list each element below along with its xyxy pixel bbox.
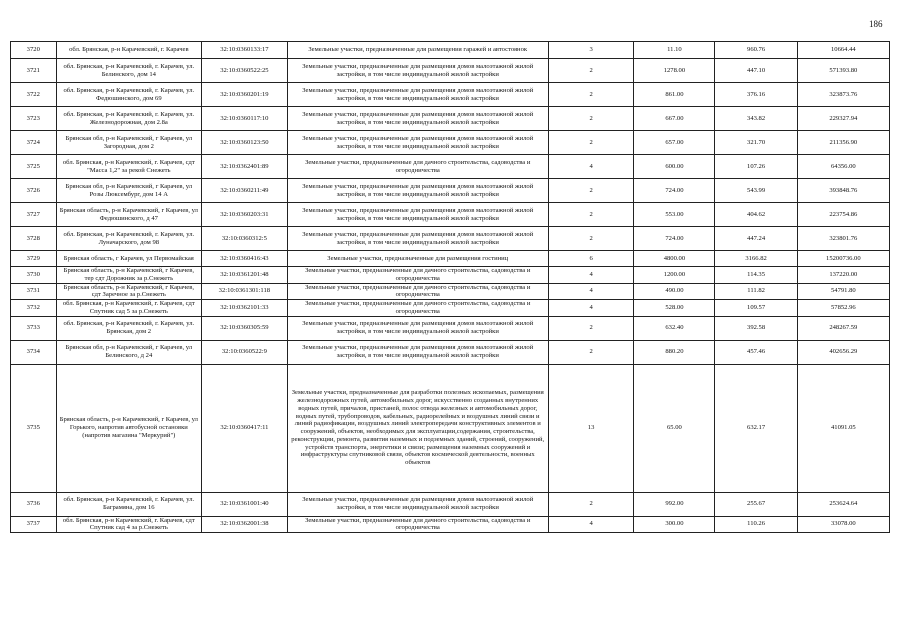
use-group-cell: 4 xyxy=(548,283,634,300)
specific-value-cell: 110.26 xyxy=(715,516,797,533)
table-row xyxy=(11,83,890,107)
address-cell: обл. Брянская, р-н Карачевский, г. Карачев, ул. Федюшинского, дом 69 xyxy=(56,83,202,107)
permitted-use-cell: Земельные участки, предназначенные для размещения домов малоэтажной жилой застройки, в том числе индивидуальной жилой застройки xyxy=(287,131,548,155)
table-row xyxy=(11,59,890,83)
specific-value-cell: 447.24 xyxy=(715,227,797,251)
cadastral-value-cell: 211356.90 xyxy=(797,131,889,155)
cadastral-number-cell: 32:10:0361301:118 xyxy=(202,283,288,300)
specific-value-cell: 447.10 xyxy=(715,59,797,83)
specific-value-cell: 107.26 xyxy=(715,155,797,179)
cadastral-number-cell: 32:10:0362401:89 xyxy=(202,155,288,179)
table-row xyxy=(11,283,890,300)
row-number: 3730 xyxy=(11,267,57,284)
use-group-cell: 4 xyxy=(548,516,634,533)
area-cell: 11.10 xyxy=(634,42,715,59)
use-group-cell: 2 xyxy=(548,107,634,131)
cadastral-value-cell: 393848.76 xyxy=(797,179,889,203)
row-number: 3727 xyxy=(11,203,57,227)
permitted-use-cell: Земельные участки, предназначенные для размещения гостиниц xyxy=(287,251,548,267)
use-group-cell: 4 xyxy=(548,267,634,284)
address-cell: обл. Брянская, р-н Карачевский, г. Карачев, ул. Железнодорожная, дом 2.8а xyxy=(56,107,202,131)
use-group-cell: 2 xyxy=(548,227,634,251)
table-row xyxy=(11,131,890,155)
row-number: 3725 xyxy=(11,155,57,179)
table-row xyxy=(11,42,890,59)
cadastral-number-cell: 32:10:0360312:5 xyxy=(202,227,288,251)
area-cell: 490.00 xyxy=(634,283,715,300)
area-cell: 300.00 xyxy=(634,516,715,533)
permitted-use-cell: Земельные участки, предназначенные для дачного строительства, садоводства и огородничества xyxy=(287,267,548,284)
cadastral-number-cell: 32:10:0360203:31 xyxy=(202,203,288,227)
cadastral-value-cell: 248267.59 xyxy=(797,316,889,340)
permitted-use-cell: Земельные участки, предназначенные для размещения домов малоэтажной жилой застройки, в том числе индивидуальной жилой застройки xyxy=(287,179,548,203)
area-cell: 861.00 xyxy=(634,83,715,107)
specific-value-cell: 109.57 xyxy=(715,300,797,317)
area-cell: 667.00 xyxy=(634,107,715,131)
specific-value-cell: 3166.82 xyxy=(715,251,797,267)
cadastral-number-cell: 32:10:0362101:33 xyxy=(202,300,288,317)
cadastral-number-cell: 32:10:0360201:19 xyxy=(202,83,288,107)
cadastral-number-cell: 32:10:0360211:49 xyxy=(202,179,288,203)
area-cell: 1278.00 xyxy=(634,59,715,83)
address-cell: Брянская обл, р-н Карачевский, г Карачев, ул Розы Люксембург, дом 14 А xyxy=(56,179,202,203)
cadastral-number-cell: 32:10:0360522:25 xyxy=(202,59,288,83)
use-group-cell: 2 xyxy=(548,340,634,364)
use-group-cell: 2 xyxy=(548,83,634,107)
cadastral-value-cell: 33078.00 xyxy=(797,516,889,533)
area-cell: 724.00 xyxy=(634,179,715,203)
use-group-cell: 13 xyxy=(548,364,634,492)
table-row xyxy=(11,107,890,131)
permitted-use-cell: Земельные участки, предназначенные для размещения домов малоэтажной жилой застройки, в том числе индивидуальной жилой застройки xyxy=(287,340,548,364)
specific-value-cell: 392.58 xyxy=(715,316,797,340)
address-cell: обл. Брянская, р-н Карачевский, г. Карачев, сдт "Масса 1,2" за рекой Снежеть xyxy=(56,155,202,179)
cadastral-number-cell: 32:10:0360305:59 xyxy=(202,316,288,340)
table-row xyxy=(11,251,890,267)
cadastral-number-cell: 32:10:0360133:17 xyxy=(202,42,288,59)
specific-value-cell: 404.62 xyxy=(715,203,797,227)
address-cell: Брянская область, г Карачев, ул Первомайская xyxy=(56,251,202,267)
cadastral-value-cell: 253624.64 xyxy=(797,492,889,516)
table-row xyxy=(11,316,890,340)
address-cell: Брянская область, р-н Карачевский, г Карачев, сдт Заречное за р.Снежеть xyxy=(56,283,202,300)
cadastral-value-cell: 323801.76 xyxy=(797,227,889,251)
row-number: 3726 xyxy=(11,179,57,203)
area-cell: 724.00 xyxy=(634,227,715,251)
specific-value-cell: 111.82 xyxy=(715,283,797,300)
address-cell: обл. Брянская, р-н Карачевский, г. Карачев, сдт Спутник сад 4 за р.Снежеть xyxy=(56,516,202,533)
table-row xyxy=(11,492,890,516)
permitted-use-cell: Земельные участки, предназначенные для размещения гаражей и автостоянок xyxy=(287,42,548,59)
cadastral-value-cell: 323873.76 xyxy=(797,83,889,107)
use-group-cell: 6 xyxy=(548,251,634,267)
address-cell: Брянская область, р-н Карачевский, г Карачев, ул Горького, напротив автобусной остановки (напротив магазина "Меркурий") xyxy=(56,364,202,492)
row-number: 3721 xyxy=(11,59,57,83)
area-cell: 4800.00 xyxy=(634,251,715,267)
cadastral-value-cell: 15200736.00 xyxy=(797,251,889,267)
cadastral-value-cell: 64356.00 xyxy=(797,155,889,179)
row-number: 3733 xyxy=(11,316,57,340)
permitted-use-cell: Земельные участки, предназначенные для размещения домов малоэтажной жилой застройки, в том числе индивидуальной жилой застройки xyxy=(287,203,548,227)
address-cell: Брянская обл, р-н Карачевский, г Карачев, ул Загородная, дом 2 xyxy=(56,131,202,155)
row-number: 3724 xyxy=(11,131,57,155)
address-cell: обл. Брянская, р-н Карачевский, г. Карачев, сдт Спутник сад 5 за р.Снежеть xyxy=(56,300,202,317)
permitted-use-cell: Земельные участки, предназначенные для размещения домов малоэтажной жилой застройки, в том числе индивидуальной жилой застройки xyxy=(287,83,548,107)
table-row xyxy=(11,179,890,203)
table-row xyxy=(11,364,890,492)
cadastral-number-cell: 32:10:0360117:10 xyxy=(202,107,288,131)
area-cell: 632.40 xyxy=(634,316,715,340)
use-group-cell: 2 xyxy=(548,131,634,155)
area-cell: 880.20 xyxy=(634,340,715,364)
area-cell: 992.00 xyxy=(634,492,715,516)
row-number: 3720 xyxy=(11,42,57,59)
permitted-use-cell: Земельные участки, предназначенные для размещения домов малоэтажной жилой застройки, в том числе индивидуальной жилой застройки xyxy=(287,107,548,131)
row-number: 3728 xyxy=(11,227,57,251)
row-number: 3736 xyxy=(11,492,57,516)
permitted-use-cell: Земельные участки, предназначенные для размещения домов малоэтажной жилой застройки, в том числе индивидуальной жилой застройки xyxy=(287,59,548,83)
specific-value-cell: 457.46 xyxy=(715,340,797,364)
specific-value-cell: 114.35 xyxy=(715,267,797,284)
area-cell: 600.00 xyxy=(634,155,715,179)
use-group-cell: 4 xyxy=(548,155,634,179)
row-number: 3732 xyxy=(11,300,57,317)
area-cell: 553.00 xyxy=(634,203,715,227)
permitted-use-cell: Земельные участки, предназначенные для дачного строительства, садоводства и огородничества xyxy=(287,283,548,300)
permitted-use-cell: Земельные участки, предназначенные для разработки полезных ископаемых, размещения железнодорожных путей, автомобильных дорог, искусственно созданных внутренних водных путей, причалов, пристаней, полос отвода железных и автомобильных дорог, водных путей, трубопроводов, кабельных, радиорелейных и воздушных линий связи и линий радиофикации, воздушных линий электропередачи конструктивных элементов и сооружений, объектов, необходимых для эксплуатации,содержания, строительства, реконструкции, ремонта, развития наземных и подземных зданий, строений, сооружений, устройств транспорта, энергетики и связи; размещения наземных сооружений и инфраструктуры спутниковой связи, объектов космической деятельности, военных объектов xyxy=(287,364,548,492)
cadastral-number-cell: 32:10:0360522:9 xyxy=(202,340,288,364)
permitted-use-cell: Земельные участки, предназначенные для дачного строительства, садоводства и огородничества xyxy=(287,155,548,179)
cadastral-value-cell: 402656.29 xyxy=(797,340,889,364)
use-group-cell: 4 xyxy=(548,300,634,317)
address-cell: обл. Брянская, р-н Карачевский, г. Карачев, ул. Луначарского, дом 98 xyxy=(56,227,202,251)
use-group-cell: 2 xyxy=(548,179,634,203)
specific-value-cell: 321.70 xyxy=(715,131,797,155)
use-group-cell: 2 xyxy=(548,492,634,516)
row-number: 3723 xyxy=(11,107,57,131)
use-group-cell: 2 xyxy=(548,203,634,227)
cadastral-number-cell: 32:10:0361201:48 xyxy=(202,267,288,284)
table-body xyxy=(11,42,890,533)
use-group-cell: 2 xyxy=(548,316,634,340)
table-row xyxy=(11,203,890,227)
table-row xyxy=(11,155,890,179)
cadastral-value-cell: 10664.44 xyxy=(797,42,889,59)
table-row xyxy=(11,300,890,317)
address-cell: Брянская область, р-н Карачевский, г Карачев, тер сдт Дорожник за р.Снежеть xyxy=(56,267,202,284)
cadastral-number-cell: 32:10:0361001:40 xyxy=(202,492,288,516)
cadastral-number-cell: 32:10:0360417:11 xyxy=(202,364,288,492)
row-number: 3734 xyxy=(11,340,57,364)
area-cell: 657.00 xyxy=(634,131,715,155)
specific-value-cell: 255.67 xyxy=(715,492,797,516)
cadastral-value-cell: 137220.00 xyxy=(797,267,889,284)
area-cell: 1200.00 xyxy=(634,267,715,284)
area-cell: 65.00 xyxy=(634,364,715,492)
cadastral-value-cell: 41091.05 xyxy=(797,364,889,492)
row-number: 3735 xyxy=(11,364,57,492)
specific-value-cell: 343.82 xyxy=(715,107,797,131)
cadastral-value-cell: 54791.80 xyxy=(797,283,889,300)
cadastral-value-cell: 223754.86 xyxy=(797,203,889,227)
address-cell: обл. Брянская, р-н Карачевский, г. Карачев, ул. Баграмяна, дом 16 xyxy=(56,492,202,516)
permitted-use-cell: Земельные участки, предназначенные для размещения домов малоэтажной жилой застройки, в том числе индивидуальной жилой застройки xyxy=(287,316,548,340)
cadastral-value-cell: 229327.94 xyxy=(797,107,889,131)
cadastral-number-cell: 32:10:0360416:43 xyxy=(202,251,288,267)
permitted-use-cell: Земельные участки, предназначенные для размещения домов малоэтажной жилой застройки, в том числе индивидуальной жилой застройки xyxy=(287,227,548,251)
address-cell: Брянская область, р-н Карачевский, г Карачев, ул Федюшинского, д 47 xyxy=(56,203,202,227)
table-row xyxy=(11,516,890,533)
permitted-use-cell: Земельные участки, предназначенные для размещения домов малоэтажной жилой застройки, в том числе индивидуальной жилой застройки xyxy=(287,492,548,516)
permitted-use-cell: Земельные участки, предназначенные для дачного строительства, садоводства и огородничества xyxy=(287,300,548,317)
address-cell: Брянская обл, р-н Карачевский, г Карачев, ул Белинского, д 24 xyxy=(56,340,202,364)
permitted-use-cell: Земельные участки, предназначенные для дачного строительства, садоводства и огородничества xyxy=(287,516,548,533)
specific-value-cell: 543.99 xyxy=(715,179,797,203)
table-row xyxy=(11,227,890,251)
cadastral-number-cell: 32:10:0360123:50 xyxy=(202,131,288,155)
cadastral-value-cell: 571393.80 xyxy=(797,59,889,83)
cadastral-value-table xyxy=(10,41,890,533)
table-row xyxy=(11,267,890,284)
use-group-cell: 3 xyxy=(548,42,634,59)
specific-value-cell: 376.16 xyxy=(715,83,797,107)
row-number: 3722 xyxy=(11,83,57,107)
use-group-cell: 2 xyxy=(548,59,634,83)
address-cell: обл. Брянская, р-н Карачевский, г. Карачев xyxy=(56,42,202,59)
area-cell: 528.00 xyxy=(634,300,715,317)
row-number: 3729 xyxy=(11,251,57,267)
specific-value-cell: 960.76 xyxy=(715,42,797,59)
specific-value-cell: 632.17 xyxy=(715,364,797,492)
page-number: 186 xyxy=(869,19,883,29)
row-number: 3737 xyxy=(11,516,57,533)
address-cell: обл. Брянская, р-н Карачевский, г. Карачев, ул. Белинского, дом 14 xyxy=(56,59,202,83)
cadastral-number-cell: 32:10:0362001:38 xyxy=(202,516,288,533)
cadastral-value-cell: 57852.96 xyxy=(797,300,889,317)
table-row xyxy=(11,340,890,364)
address-cell: обл. Брянская, р-н Карачевский, г. Карачев, ул. Брянская, дом 2 xyxy=(56,316,202,340)
row-number: 3731 xyxy=(11,283,57,300)
